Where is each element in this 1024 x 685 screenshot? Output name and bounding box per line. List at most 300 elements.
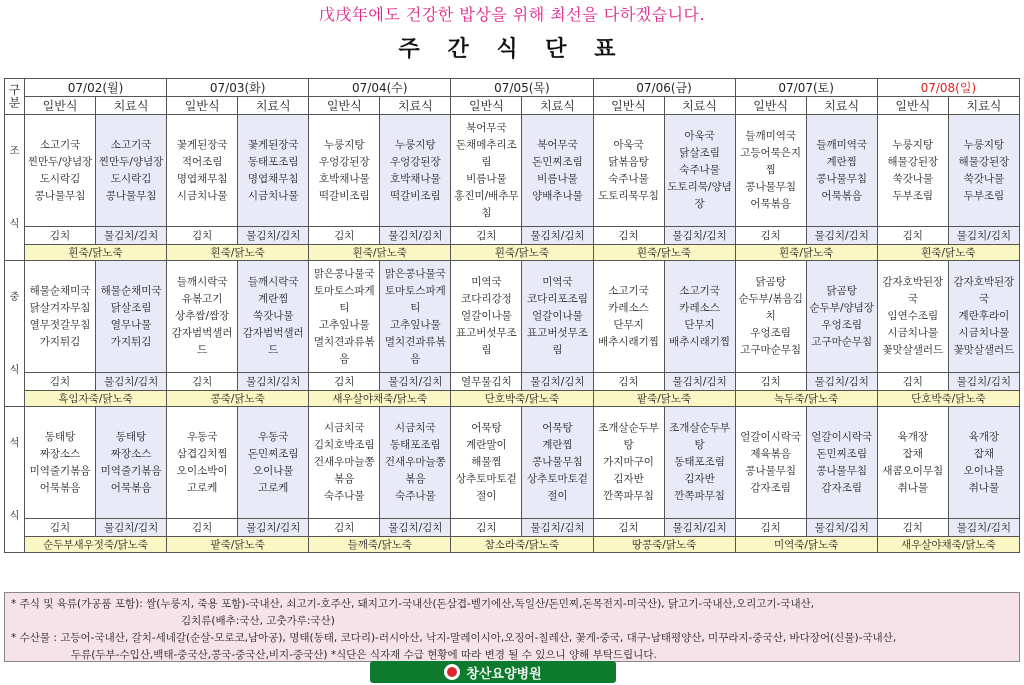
dish-item: 깐쪽파무침 [674, 490, 725, 502]
kimchi-row [5, 373, 1020, 391]
dish-item: 유볶고기 [181, 293, 223, 305]
kimchi-therapy: 물김치/김치 [380, 519, 451, 537]
dish-item: 표고버섯무조림 [455, 327, 517, 356]
dish-item: 콩나물무침 [34, 189, 86, 202]
dish-item: 김치호박조림 [313, 439, 375, 451]
meal-label-char: 중 [9, 291, 20, 303]
dish-item: 얼갈이나물 [532, 310, 583, 322]
kimchi-therapy: 물김치/김치 [664, 519, 735, 537]
dish-item: 아욱국 [613, 138, 644, 151]
dish-item: 돈민찌조림 [247, 447, 299, 460]
dish-item: 미역국 [542, 276, 573, 288]
dish-item: 아욱국 [684, 130, 715, 142]
porridge-cell: 흑임자죽/닭노죽 [25, 391, 167, 407]
dish-item: 임연수조림 [887, 310, 939, 322]
dish-item: 계란찜 [826, 155, 857, 168]
kimchi-general: 김치 [25, 373, 96, 391]
dish-item: 떡갈비조림 [318, 189, 370, 202]
porridge-row [5, 391, 1020, 407]
porridge-cell: 흰죽/닭노죽 [167, 245, 309, 261]
dish-item: 숙주나물 [608, 172, 649, 185]
general-dish-cell [593, 115, 664, 227]
dish-item: 꽃게된장국 [247, 138, 299, 151]
kimchi-therapy: 물김치/김치 [806, 373, 877, 391]
therapy-dish-cell [664, 261, 735, 373]
dish-item: 상추토마토겉절이 [455, 473, 517, 502]
dish-item: 누룽지탕 [963, 138, 1005, 151]
kimchi-general: 김치 [877, 373, 948, 391]
dish-item: 감자호박된장국 [953, 276, 1015, 305]
dish-item: 비름나물 [466, 172, 507, 185]
meal-label-char: 조 [9, 145, 20, 157]
general-dish-cell [735, 115, 806, 227]
dish-item: 우동국 [186, 430, 218, 443]
dish-item: 잡채 [973, 447, 995, 460]
general-dish-cell [309, 115, 380, 227]
general-dish-cell [877, 261, 948, 373]
therapy-dish-cell [96, 261, 167, 373]
dish-item: 콩나물무침 [816, 172, 868, 185]
dish-item: 소고기국 [608, 284, 649, 297]
therapy-dish-cell [522, 115, 593, 227]
dish-item: 도토리묵/양념장 [667, 181, 732, 210]
general-diet-header: 일반식 [877, 97, 948, 115]
porridge-cell: 순두부새우젓죽/닭노죽 [25, 537, 167, 553]
hospital-emblem-icon [444, 664, 460, 680]
dish-item: 시금치나물 [247, 189, 299, 202]
therapy-diet-header: 치료식 [806, 97, 877, 115]
weekly-menu-table [4, 78, 1020, 553]
dish-item: 우동국 [258, 430, 289, 443]
dish-item: 콩나물무침 [105, 189, 157, 202]
kimchi-therapy: 물김치/김치 [522, 227, 593, 245]
dish-item: 얼갈이시락국 [811, 430, 873, 443]
dish-item: 호박채나물 [389, 172, 441, 185]
kimchi-therapy: 물김치/김치 [806, 227, 877, 245]
dish-item: 동태포조림 [389, 439, 441, 451]
general-dish-cell [735, 261, 806, 373]
dish-item: 닭볶음탕 [608, 155, 649, 168]
dish-item: 미역국 [471, 276, 502, 288]
general-diet-header: 일반식 [593, 97, 664, 115]
dish-item: 멸치견과류볶음 [384, 335, 446, 365]
meal-dishes-row [5, 261, 1020, 373]
day-header: 07/03(화) [167, 79, 309, 97]
dish-item: 코다리강정 [461, 293, 512, 305]
kimchi-general: 김치 [735, 227, 806, 245]
dish-item: 조개살순두부탕 [669, 422, 731, 451]
dish-item: 순두부/볶음김치 [738, 293, 803, 322]
kimchi-general: 김치 [593, 519, 664, 537]
therapy-dish-cell [380, 407, 451, 519]
dish-item: 닭곰탕 [755, 276, 786, 288]
dish-item: 동태탕 [44, 430, 76, 443]
dish-item: 숙주나물 [679, 164, 720, 176]
dish-item: 오이나물 [252, 464, 294, 477]
porridge-cell: 팥죽/닭노죽 [167, 537, 309, 553]
porridge-cell: 콩죽/닭노죽 [167, 391, 309, 407]
general-diet-header: 일반식 [25, 97, 96, 115]
dish-item: 맑은콩나물국 [384, 267, 446, 280]
dish-item: 닭살겨자무침 [29, 301, 91, 314]
dish-item: 카레소스 [608, 301, 649, 314]
general-dish-cell [593, 407, 664, 519]
dish-item: 배추시래기찜 [669, 335, 731, 348]
dish-item: 해물찜 [471, 456, 502, 468]
dish-item: 쑥갓나물 [892, 172, 934, 185]
therapy-diet-header: 치료식 [664, 97, 735, 115]
kimchi-general: 김치 [593, 227, 664, 245]
dish-item: 고등어묵은지찜 [740, 147, 802, 176]
dish-item: 계란찜 [542, 439, 573, 451]
dish-item: 토마토스파게티 [384, 284, 446, 314]
dish-item: 소고기국 [110, 138, 152, 151]
corner-label-bottom: 분 [8, 95, 21, 110]
dish-item: 들깨시락국 [176, 276, 228, 288]
kimchi-therapy: 물김치/김치 [522, 519, 593, 537]
kimchi-general: 김치 [309, 373, 380, 391]
kimchi-row [5, 227, 1020, 245]
dish-item: 꽃게된장국 [176, 138, 228, 151]
dish-item: 얼갈이나물 [461, 310, 512, 322]
dish-item: 새콤오이무침 [882, 464, 944, 477]
dish-item: 배추시래기찜 [598, 335, 659, 348]
day-header: 07/02(월) [25, 79, 167, 97]
dish-item: 짜장소스 [39, 447, 81, 460]
hospital-name: 창산요양병원 [466, 666, 542, 682]
dish-item: 고로케 [186, 481, 218, 494]
meal-label-char: 석 [9, 437, 20, 449]
dish-item: 콩나물무침 [745, 464, 797, 477]
dish-item: 들깨시락국 [247, 276, 299, 288]
general-diet-header: 일반식 [451, 97, 522, 115]
therapy-dish-cell [806, 261, 877, 373]
dish-item: 누룽지탕 [323, 138, 365, 151]
therapy-dish-cell [238, 115, 309, 227]
porridge-cell: 흰죽/닭노죽 [451, 245, 593, 261]
kimchi-general: 열무물김치 [451, 373, 522, 391]
dish-item: 카레소스 [679, 301, 720, 314]
dish-item: 계란말이 [466, 439, 507, 451]
therapy-diet-header: 치료식 [96, 97, 167, 115]
kimchi-therapy: 물김치/김치 [948, 227, 1019, 245]
therapy-dish-cell [948, 261, 1019, 373]
kimchi-therapy: 물김치/김치 [522, 373, 593, 391]
dish-item: 육개장 [968, 430, 1000, 443]
dish-item: 깐쪽파무침 [603, 490, 654, 502]
dish-item: 비름나물 [537, 172, 578, 185]
dish-item: 찐만두/양념장 [98, 155, 164, 168]
dish-item: 순두부/양념장 [809, 301, 874, 314]
porridge-row [5, 245, 1020, 261]
dish-item: 취나물 [897, 481, 928, 494]
dish-item: 두부조림 [892, 189, 934, 202]
porridge-cell: 녹두죽/닭노죽 [735, 391, 877, 407]
general-dish-cell [877, 115, 948, 227]
dish-item: 고추잎나물 [389, 318, 441, 331]
general-dish-cell [593, 261, 664, 373]
therapy-dish-cell [806, 407, 877, 519]
dish-item: 돈민찌조림 [532, 155, 583, 168]
dish-item: 우엉조림 [821, 318, 862, 331]
dish-item: 누룽지탕 [395, 138, 436, 151]
kimchi-general: 김치 [309, 227, 380, 245]
kimchi-general: 김치 [25, 227, 96, 245]
dish-item: 표고버섯무조림 [527, 327, 588, 356]
dish-item: 숙주나물 [323, 490, 365, 502]
notes-line-3: 두류(두부-수입산,백태-중국산,콩국-중국산,비지-중국산) *식단은 식자재 수급 현황에 따라 변경 될 수 있으니 양해 부탁드립니다. [71, 649, 657, 661]
diet-type-row [5, 97, 1020, 115]
meal-label [5, 115, 25, 261]
kimchi-general: 김치 [451, 519, 522, 537]
dish-item: 감자범벅샐러드 [242, 327, 304, 356]
porridge-cell: 단호박죽/닭노죽 [451, 391, 593, 407]
dish-item: 김자반 [684, 473, 715, 485]
therapy-diet-header: 치료식 [380, 97, 451, 115]
dish-item: 코다리포조림 [527, 293, 588, 305]
kimchi-general: 김치 [167, 227, 238, 245]
dish-item: 상추쌈/쌈장 [175, 310, 230, 322]
corner-label-top: 구 [8, 82, 21, 97]
dish-item: 닭살조림 [110, 301, 152, 314]
general-dish-cell [167, 261, 238, 373]
dish-item: 오이소박이 [176, 464, 228, 477]
kimchi-general: 김치 [451, 227, 522, 245]
meal-label-char: 식 [9, 218, 20, 230]
dish-item: 호박채나물 [318, 172, 370, 185]
dish-item: 시금치나물 [176, 189, 228, 202]
therapy-dish-cell [238, 261, 309, 373]
dish-item: 육개장 [897, 430, 928, 443]
page-title: 주 간 식 단 표 [398, 37, 626, 62]
dish-item: 해물순채미국 [100, 284, 162, 297]
dish-item: 우엉강된장 [318, 155, 370, 168]
general-dish-cell [309, 261, 380, 373]
dish-item: 쑥갓나물 [252, 310, 294, 322]
dish-item: 꽃맛살샐러드 [882, 344, 944, 356]
dish-item: 계란찜 [258, 293, 289, 305]
dish-item: 북어무국 [537, 138, 578, 151]
dish-item: 시금치나물 [887, 327, 939, 339]
porridge-cell: 땅콩죽/닭노죽 [593, 537, 735, 553]
dish-item: 적어조림 [181, 155, 223, 168]
dish-item: 닭곰탕 [826, 284, 857, 297]
dish-item: 소고기국 [39, 138, 81, 151]
dish-item: 시금치나물 [958, 327, 1010, 339]
therapy-dish-cell [664, 407, 735, 519]
dish-item: 열무젓갈무침 [29, 318, 91, 331]
general-diet-header: 일반식 [309, 97, 380, 115]
kimchi-general: 김치 [309, 519, 380, 537]
therapy-dish-cell [96, 407, 167, 519]
porridge-row [5, 537, 1020, 553]
dish-item: 조개살순두부탕 [598, 422, 659, 451]
general-dish-cell [167, 115, 238, 227]
dish-item: 단무지 [684, 318, 715, 331]
meal-label-char: 식 [9, 364, 20, 376]
therapy-dish-cell [664, 115, 735, 227]
dish-item: 콩나물무침 [532, 456, 583, 468]
general-dish-cell [309, 407, 380, 519]
dish-item: 짜장소스 [110, 447, 152, 460]
porridge-cell: 새우살야채죽/닭노죽 [877, 537, 1019, 553]
general-dish-cell [451, 115, 522, 227]
dish-item: 우엉강된장 [389, 155, 441, 168]
dish-item: 멸치견과류볶음 [313, 335, 375, 365]
dish-item: 닭살조림 [679, 147, 720, 159]
dish-item: 가지튀김 [39, 335, 81, 348]
dish-item: 북어무국 [466, 121, 507, 134]
porridge-cell: 새우살야채죽/닭노죽 [309, 391, 451, 407]
kimchi-general: 김치 [167, 519, 238, 537]
dish-item: 김자반 [613, 473, 644, 485]
dish-item: 어묵탕 [471, 422, 502, 434]
dish-item: 동태포조림 [247, 155, 299, 168]
date-header-row [5, 79, 1020, 97]
day-header: 07/08(일) [877, 79, 1019, 97]
kimchi-general: 김치 [877, 519, 948, 537]
dish-item: 들깨미역국 [745, 130, 797, 142]
kimchi-therapy: 물김치/김치 [96, 519, 167, 537]
kimchi-therapy: 물김치/김치 [664, 373, 735, 391]
general-dish-cell [877, 407, 948, 519]
dish-item: 돈민찌조림 [816, 447, 868, 460]
kimchi-therapy: 물김치/김치 [238, 227, 309, 245]
meal-dishes-row [5, 407, 1020, 519]
dish-item: 두부조림 [963, 189, 1005, 202]
general-diet-header: 일반식 [735, 97, 806, 115]
hospital-logo [370, 661, 616, 683]
dish-item: 건새우마늘쫑볶음 [384, 456, 446, 485]
dish-item: 양배추나물 [532, 189, 583, 202]
dish-item: 건새우마늘쫑볶음 [313, 456, 375, 485]
dish-item: 쑥갓나물 [963, 172, 1005, 185]
general-dish-cell [167, 407, 238, 519]
slogan: 戊戌年에도 건강한 밥상을 위해 최선을 다하겠습니다. [318, 5, 706, 24]
general-dish-cell [25, 407, 96, 519]
porridge-cell: 흰죽/닭노죽 [593, 245, 735, 261]
kimchi-general: 김치 [25, 519, 96, 537]
therapy-dish-cell [806, 115, 877, 227]
kimchi-therapy: 물김치/김치 [238, 519, 309, 537]
dish-item: 계란후라이 [958, 310, 1010, 322]
dish-item: 미역줄기볶음 [29, 464, 91, 477]
dish-item: 명엽채무침 [176, 172, 228, 185]
notes-line-2: * 수산물 : 고등어-국내산, 갈치-세네갈(순살-모로코,남아공), 명태(동태, 코다리)-러시아산, 낙지-말레이시아,오징어-칠레산, 꽃게-중국, 대구-남태평양산, 미꾸라지-중국산, 바다장어(신물)-국내산, [11, 632, 897, 644]
meal-label [5, 261, 25, 407]
dish-item: 명엽채무침 [247, 172, 299, 185]
general-dish-cell [25, 115, 96, 227]
therapy-dish-cell [948, 115, 1019, 227]
dish-item: 돈채메추리조림 [455, 138, 517, 168]
therapy-diet-header: 치료식 [238, 97, 309, 115]
dish-item: 고구마순무침 [740, 344, 802, 356]
kimchi-general: 김치 [877, 227, 948, 245]
dish-item: 고추잎나물 [318, 318, 370, 331]
dish-item: 가지마구이 [603, 456, 654, 468]
dish-item: 감자조림 [821, 481, 862, 494]
porridge-cell: 단호박죽/닭노죽 [877, 391, 1019, 407]
kimchi-therapy: 물김치/김치 [96, 227, 167, 245]
dish-item: 상추토마토겉절이 [527, 473, 588, 502]
kimchi-therapy: 물김치/김치 [380, 373, 451, 391]
kimchi-therapy: 물김치/김치 [96, 373, 167, 391]
therapy-dish-cell [522, 261, 593, 373]
porridge-cell: 흰죽/닭노죽 [25, 245, 167, 261]
kimchi-therapy: 물김치/김치 [664, 227, 735, 245]
dish-item: 감자조림 [750, 481, 791, 494]
therapy-diet-header: 치료식 [522, 97, 593, 115]
meal-label [5, 407, 25, 553]
general-dish-cell [451, 407, 522, 519]
therapy-dish-cell [948, 407, 1019, 519]
dish-item: 고로케 [258, 481, 289, 494]
general-dish-cell [25, 261, 96, 373]
meal-label-char: 식 [9, 510, 20, 522]
porridge-cell: 흰죽/닭노죽 [309, 245, 451, 261]
dish-item: 해물순채미국 [29, 284, 91, 297]
dish-item: 시금치국 [323, 422, 365, 434]
dish-item: 우엉조림 [750, 327, 791, 339]
dish-item: 도시락김 [39, 172, 81, 185]
dish-item: 단무지 [613, 318, 644, 331]
corner-cell [5, 79, 25, 115]
general-dish-cell [735, 407, 806, 519]
dish-item: 맑은콩나물국 [313, 267, 375, 280]
notes-line-1b: 김치류(배추:국산, 고춧가루:국산) [181, 615, 335, 627]
porridge-cell: 팥죽/닭노죽 [593, 391, 735, 407]
dish-item: 콩나물무침 [745, 181, 797, 193]
day-header: 07/04(수) [309, 79, 451, 97]
kimchi-therapy: 물김치/김치 [948, 373, 1019, 391]
dish-item: 누룽지탕 [892, 138, 934, 151]
dish-item: 홍진미/배추무침 [454, 189, 519, 219]
kimchi-general: 김치 [735, 373, 806, 391]
dish-item: 꽃맛살샐러드 [953, 344, 1015, 356]
porridge-cell: 흰죽/닭노죽 [735, 245, 877, 261]
therapy-dish-cell [380, 115, 451, 227]
notes-line-1: * 주식 및 육류(가공품 포함): 쌀(누룽지, 죽용 포함)-국내산, 쇠고기-호주산, 돼지고기-국내산(돈삼겹-벨기에산,독일산/돈민찌,돈목전지-미국산), 닭고기-국내산,오리고기-국내산, [11, 598, 815, 610]
day-header: 07/06(금) [593, 79, 735, 97]
dish-item: 얼갈이시락국 [740, 430, 802, 443]
dish-item: 도토리묵무침 [598, 189, 659, 202]
dish-item: 미역줄기볶음 [100, 464, 162, 477]
dish-item: 떡갈비조림 [389, 189, 441, 202]
day-header: 07/05(목) [451, 79, 593, 97]
dish-item: 삼겹김치찜 [176, 447, 228, 460]
therapy-dish-cell [96, 115, 167, 227]
general-diet-header: 일반식 [167, 97, 238, 115]
dish-item: 열무나물 [110, 318, 152, 331]
dish-item: 어묵볶음 [110, 481, 152, 494]
dish-item: 찐만두/양념장 [27, 155, 93, 168]
porridge-cell: 들깨죽/닭노죽 [309, 537, 451, 553]
dish-item: 시금치국 [395, 422, 436, 434]
day-header: 07/07(토) [735, 79, 877, 97]
dish-item: 토마토스파게티 [313, 284, 375, 314]
therapy-dish-cell [380, 261, 451, 373]
dish-item: 콩나물무침 [816, 464, 868, 477]
dish-item: 잡채 [902, 447, 923, 460]
dish-item: 해물강된장 [958, 155, 1010, 168]
dish-item: 어묵탕 [542, 422, 573, 434]
porridge-cell: 흰죽/닭노죽 [877, 245, 1019, 261]
dish-item: 어묵볶음 [39, 481, 81, 494]
therapy-dish-cell [238, 407, 309, 519]
dish-item: 들깨미역국 [816, 138, 868, 151]
dish-item: 감자범벅샐러드 [171, 327, 233, 356]
dish-item: 가지튀김 [110, 335, 152, 348]
